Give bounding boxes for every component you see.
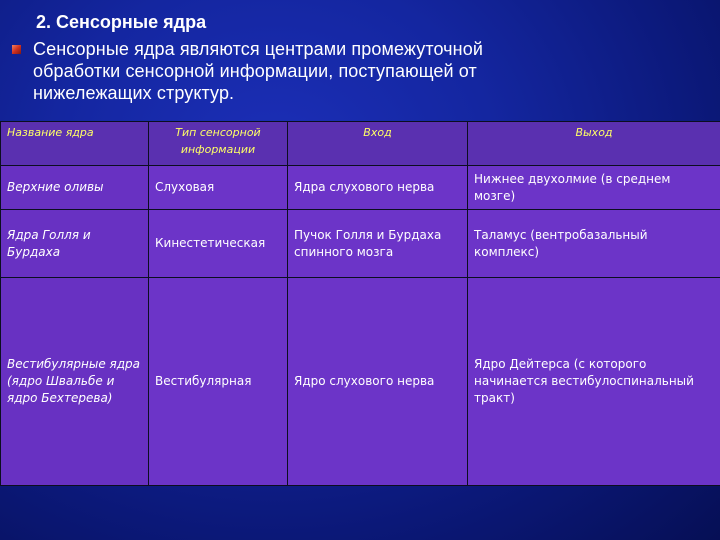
intro-text: Сенсорные ядра являются центрами промежуточной обработки сенсорной информации, поступающей от нижележащих структур. [33,39,483,103]
cell-info-type: Вестибулярная [149,278,288,486]
cell-output: Таламус (вентробазальный комплекс) [468,210,720,278]
cell-output: Нижнее двухолмие (в среднем мозге) [468,166,720,210]
cell-info-type: Слуховая [149,166,288,210]
table-row [1,166,720,210]
cell-output: Ядро Дейтерса (с которого начинается вестибулоспинальный тракт) [468,278,720,486]
cell-input: Ядро слухового нерва [288,278,468,486]
slide-title: 2. Сенсорные ядра [36,12,207,32]
header-nucleus-name: Название ядра [1,122,149,166]
table-header-row [1,122,720,166]
cell-nucleus-name: Вестибулярные ядра (ядро Швальбе и ядро Бехтерева) [1,278,149,486]
cell-input: Ядра слухового нерва [288,166,468,210]
header-output: Выход [468,122,720,166]
header-info-type: Тип сенсорной информации [149,122,288,166]
sensory-nuclei-table [0,121,720,486]
cell-nucleus-name: Верхние оливы [1,166,149,210]
cell-input: Пучок Голля и Бурдаха спинного мозга [288,210,468,278]
table-row [1,278,720,486]
table-row [1,210,720,278]
square-bullet-icon [12,45,21,54]
cell-info-type: Кинестетическая [149,210,288,278]
cell-nucleus-name: Ядра Голля и Бурдаха [1,210,149,278]
header-input: Вход [288,122,468,166]
